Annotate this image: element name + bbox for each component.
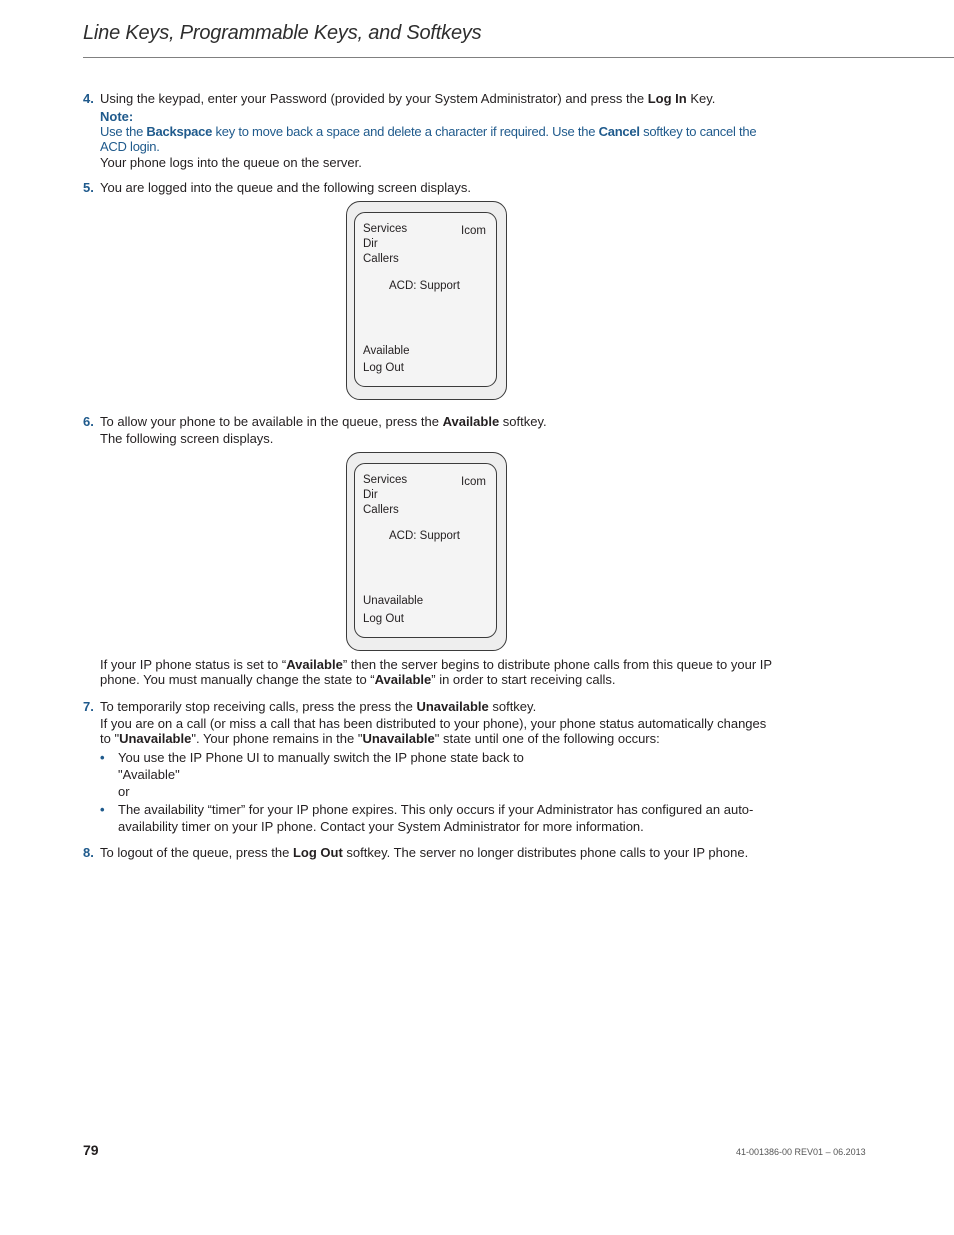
step-text: softkey. [488, 699, 537, 714]
menu-dir: Dir [363, 238, 378, 250]
step-text: To logout of the queue, press the [100, 845, 293, 860]
bullet-icon: • [100, 750, 105, 765]
menu-dir: Dir [363, 489, 378, 501]
step-instruction [100, 414, 780, 429]
state-name: Available [286, 657, 343, 672]
note-text [100, 124, 780, 154]
acd-queue-label: ACD: Support [389, 280, 460, 292]
step-body [100, 91, 780, 170]
softkey-unavailable: Unavailable [363, 595, 424, 607]
step-instruction: You are logged into the queue and the following screen displays. [100, 180, 472, 195]
phone-display-available [346, 201, 507, 400]
phone-screen [354, 212, 497, 387]
header-divider [83, 57, 954, 58]
key-name: Log In [647, 91, 687, 106]
bullet-text: You use the IP Phone UI to manually switch the IP phone state back to [118, 750, 524, 765]
menu-callers: Callers [363, 504, 399, 516]
bullet-text: The availability “timer” for your IP phone expires. This only occurs if your Administrator has configured an auto-availability timer on your IP phone. Contact your System Administrator for more information. [118, 802, 754, 834]
menu-icom: Icom [461, 225, 486, 237]
phone-screen [354, 463, 497, 638]
step-number: 7. [83, 699, 94, 714]
step-result: Your phone logs into the queue on the server. [100, 155, 362, 170]
step-number: 6. [83, 414, 94, 429]
step-body [100, 414, 780, 446]
note-segment: Use the [100, 124, 147, 139]
menu-services: Services [363, 474, 408, 486]
step-number: 5. [83, 180, 94, 195]
key-name: Backspace [146, 124, 213, 139]
step-result: The following screen displays. [100, 431, 274, 446]
available-explanation [100, 657, 780, 687]
softkey-log-out: Log Out [363, 613, 404, 625]
document-revision: 41-001386-00 REV01 – 06.2013 [736, 1147, 866, 1157]
page-header-title: Line Keys, Programmable Keys, and Softkeys [83, 22, 482, 44]
note-segment: softkey to cancel the ACD login. [100, 124, 757, 154]
para-text: ” then the server begins to distribute phone calls from this queue to your IP phone. You must manually change the state to “ [100, 657, 772, 687]
step-number: 4. [83, 91, 94, 106]
key-name: Available [442, 414, 500, 429]
step-text: Using the keypad, enter your Password (provided by your System Administrator) and press the [100, 91, 648, 106]
step-text: To allow your phone to be available in the queue, press the [100, 414, 443, 429]
step-detail [100, 716, 780, 746]
bullet-icon: • [100, 802, 105, 817]
step-text: If you are on a call (or miss a call that has been distributed to your phone), your phone status automatically changes to " [100, 716, 767, 746]
state-name: Available [374, 672, 432, 687]
bullet-text: "Available" [118, 767, 180, 782]
step-body [100, 699, 780, 746]
key-name: Log Out [292, 845, 343, 860]
menu-services: Services [363, 223, 408, 235]
step-text: To temporarily stop receiving calls, press the press the [100, 699, 417, 714]
key-name: Cancel [598, 124, 640, 139]
key-name: Unavailable [416, 699, 489, 714]
bullet-text: or [118, 784, 130, 799]
acd-queue-label: ACD: Support [389, 530, 460, 542]
step-text: " state until one of the following occurs: [434, 731, 660, 746]
note-label: Note: [100, 109, 134, 124]
step-text: softkey. The server no longer distributes phone calls to your IP phone. [342, 845, 749, 860]
step-instruction [100, 845, 780, 860]
step-instruction [100, 699, 780, 714]
step-instruction [100, 91, 780, 106]
phone-display-unavailable [346, 452, 507, 651]
state-name: Unavailable [119, 731, 192, 746]
softkey-log-out: Log Out [363, 362, 404, 374]
para-text: If your IP phone status is set to “ [100, 657, 287, 672]
menu-callers: Callers [363, 253, 399, 265]
bullet-body [118, 749, 768, 800]
step-text: Key. [686, 91, 716, 106]
step-number: 8. [83, 845, 94, 860]
softkey-available: Available [363, 345, 410, 357]
step-text: ". Your phone remains in the " [191, 731, 363, 746]
page-number: 79 [83, 1142, 99, 1158]
state-name: Unavailable [362, 731, 435, 746]
menu-icom: Icom [461, 476, 486, 488]
note-segment: key to move back a space and delete a character if required. Use the [212, 124, 599, 139]
para-text: ” in order to start receiving calls. [431, 672, 616, 687]
step-text: softkey. [499, 414, 547, 429]
